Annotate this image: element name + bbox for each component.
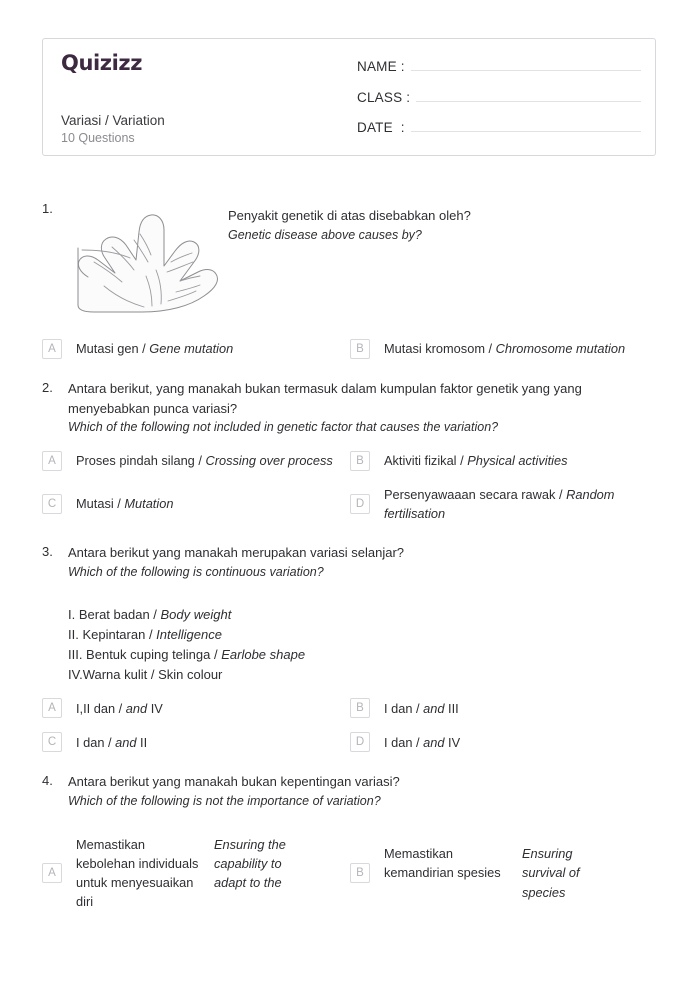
question-2-options — [42, 451, 658, 537]
option-c-text — [76, 733, 147, 752]
option-d-text — [384, 485, 650, 523]
student-info-fields — [343, 39, 655, 155]
question-1-options — [42, 339, 658, 373]
roman-item-1-malay: I. Berat badan / — [68, 607, 161, 623]
option-c-malay: Mutasi / — [76, 496, 125, 512]
option-c[interactable] — [42, 732, 350, 752]
option-b-letter: B — [350, 451, 370, 471]
option-b-english: Chromosome mutation — [495, 341, 626, 357]
option-a-malay: Memastikan kebolehan individuals untuk menyesuaikan diri — [76, 836, 199, 910]
question-4 — [42, 772, 658, 925]
option-d-malay: Persenyawaaan secara rawak / — [384, 486, 567, 502]
option-b-english: Physical activities — [467, 453, 568, 469]
option-a-letter: A — [42, 698, 62, 718]
option-d-english: Random fertilisation — [384, 486, 615, 521]
option-a-text — [76, 835, 310, 912]
option-b[interactable] — [350, 835, 658, 912]
option-b-english: Ensuring survival of species — [522, 846, 580, 900]
roman-item-4-malay: IV.Warna kulit / Skin colour — [68, 666, 223, 682]
quiz-title: Variasi / Variation — [61, 113, 165, 128]
option-c[interactable] — [42, 485, 350, 523]
option-b-tail: III — [444, 700, 459, 716]
option-a-letter: A — [42, 339, 62, 359]
option-c-english: Mutation — [124, 496, 174, 512]
option-a-tail: IV — [147, 700, 163, 716]
question-3-number: 3. — [42, 544, 53, 560]
option-b[interactable] — [350, 339, 658, 359]
option-d-letter: D — [350, 494, 370, 514]
roman-list-item-4 — [68, 665, 658, 685]
question-2 — [42, 379, 658, 537]
question-4-options — [42, 835, 658, 926]
option-d[interactable] — [350, 732, 658, 752]
option-c-letter: C — [42, 732, 62, 752]
option-d[interactable] — [350, 485, 658, 523]
question-1 — [42, 200, 658, 373]
option-b-malay: Memastikan kemandirian spesies — [384, 846, 501, 881]
option-a[interactable] — [42, 698, 350, 718]
question-1-prompt-malay: Penyakit genetik di atas disebabkan oleh? — [228, 208, 471, 223]
option-c-tail: II — [136, 734, 148, 750]
roman-item-3-malay: III. Bentuk cuping telinga / — [68, 646, 222, 662]
option-b-malay: Aktiviti fizikal / — [384, 453, 468, 469]
question-2-number: 2. — [42, 380, 53, 395]
option-a-text — [76, 451, 333, 470]
option-b-malay: Mutasi kromosom / — [384, 341, 496, 357]
quiz-question-count: 10 Questions — [61, 131, 135, 146]
roman-list-item-1 — [68, 605, 658, 625]
option-a-english: and — [125, 700, 148, 716]
option-b[interactable] — [350, 451, 658, 471]
option-b-text — [384, 699, 459, 718]
option-c-text — [76, 494, 173, 513]
option-d-text — [384, 733, 460, 752]
roman-item-1-english: Body weight — [160, 607, 232, 623]
option-a-text — [76, 339, 233, 358]
question-1-prompt-english: Genetic disease above causes by? — [228, 227, 422, 242]
roman-item-3-english: Earlobe shape — [221, 646, 306, 662]
question-3-options — [42, 698, 658, 766]
option-c-english: and — [115, 734, 137, 750]
option-b-text — [384, 339, 625, 358]
name-field-label: NAME : — [357, 59, 405, 74]
quiz-header-card — [42, 38, 656, 156]
quizizz-logo: Quizizz — [61, 51, 143, 75]
question-4-prompt-english: Which of the following is not the importance of variation? — [68, 793, 381, 808]
class-field-row — [357, 86, 641, 105]
option-d-letter: D — [350, 732, 370, 752]
name-field-row — [357, 55, 641, 74]
date-field-input[interactable] — [411, 116, 641, 132]
roman-list-item-2 — [68, 625, 658, 645]
quiz-header-left — [43, 39, 343, 155]
question-3-roman-list — [68, 605, 658, 684]
class-field-label: CLASS : — [357, 89, 411, 105]
option-a-letter: A — [42, 451, 62, 471]
option-a-malay: Proses pindah silang / — [76, 453, 206, 469]
option-b-text — [384, 451, 567, 470]
option-d-malay: I dan / — [384, 734, 424, 750]
option-a[interactable] — [42, 451, 350, 471]
class-field-input[interactable] — [416, 86, 641, 102]
roman-item-2-malay: II. Kepintaran / — [68, 627, 157, 643]
questions-list — [42, 200, 658, 931]
roman-list-item-3 — [68, 645, 658, 665]
question-3 — [42, 543, 658, 766]
option-b[interactable] — [350, 698, 658, 718]
option-a-english: Gene mutation — [149, 341, 234, 357]
option-c-malay: I dan / — [76, 734, 116, 750]
question-2-prompt-malay: Antara berikut, yang manakah bukan termasuk dalam kumpulan faktor genetik yang yang menyebabkan punca variasi? — [68, 381, 582, 416]
name-field-input[interactable] — [411, 55, 641, 71]
option-a-malay: Mutasi gen / — [76, 341, 150, 357]
question-2-prompt-english: Which of the following not included in genetic factor that causes the variation? — [68, 420, 499, 434]
option-d-english: and — [423, 734, 445, 750]
option-a-malay: I,II dan / — [76, 700, 126, 716]
option-a[interactable] — [42, 339, 350, 359]
option-b-letter: B — [350, 863, 370, 883]
option-c-letter: C — [42, 494, 62, 514]
option-a-text — [76, 699, 163, 718]
option-a-letter: A — [42, 863, 62, 883]
question-4-number: 4. — [42, 773, 53, 789]
hand-genetic-disease-illustration — [68, 200, 228, 325]
option-b-letter: B — [350, 698, 370, 718]
option-a-english: Ensuring the capability to adapt to the — [214, 836, 286, 890]
date-field-label: DATE : — [357, 120, 405, 135]
option-b-english: and — [423, 700, 445, 716]
option-d-tail: IV — [444, 734, 461, 750]
option-b-text — [384, 844, 618, 902]
question-1-number: 1. — [42, 201, 53, 216]
question-4-prompt-malay: Antara berikut yang manakah bukan kepentingan variasi? — [68, 774, 400, 790]
roman-item-2-english: Intelligence — [156, 627, 222, 643]
option-a[interactable] — [42, 835, 350, 912]
option-b-letter: B — [350, 339, 370, 359]
question-3-prompt-english: Which of the following is continuous variation? — [68, 564, 324, 579]
option-a-english: Crossing over process — [205, 453, 333, 469]
question-3-prompt-malay: Antara berikut yang manakah merupakan variasi selanjar? — [68, 545, 405, 561]
date-field-row — [357, 116, 641, 135]
option-b-malay: I dan / — [384, 700, 424, 716]
